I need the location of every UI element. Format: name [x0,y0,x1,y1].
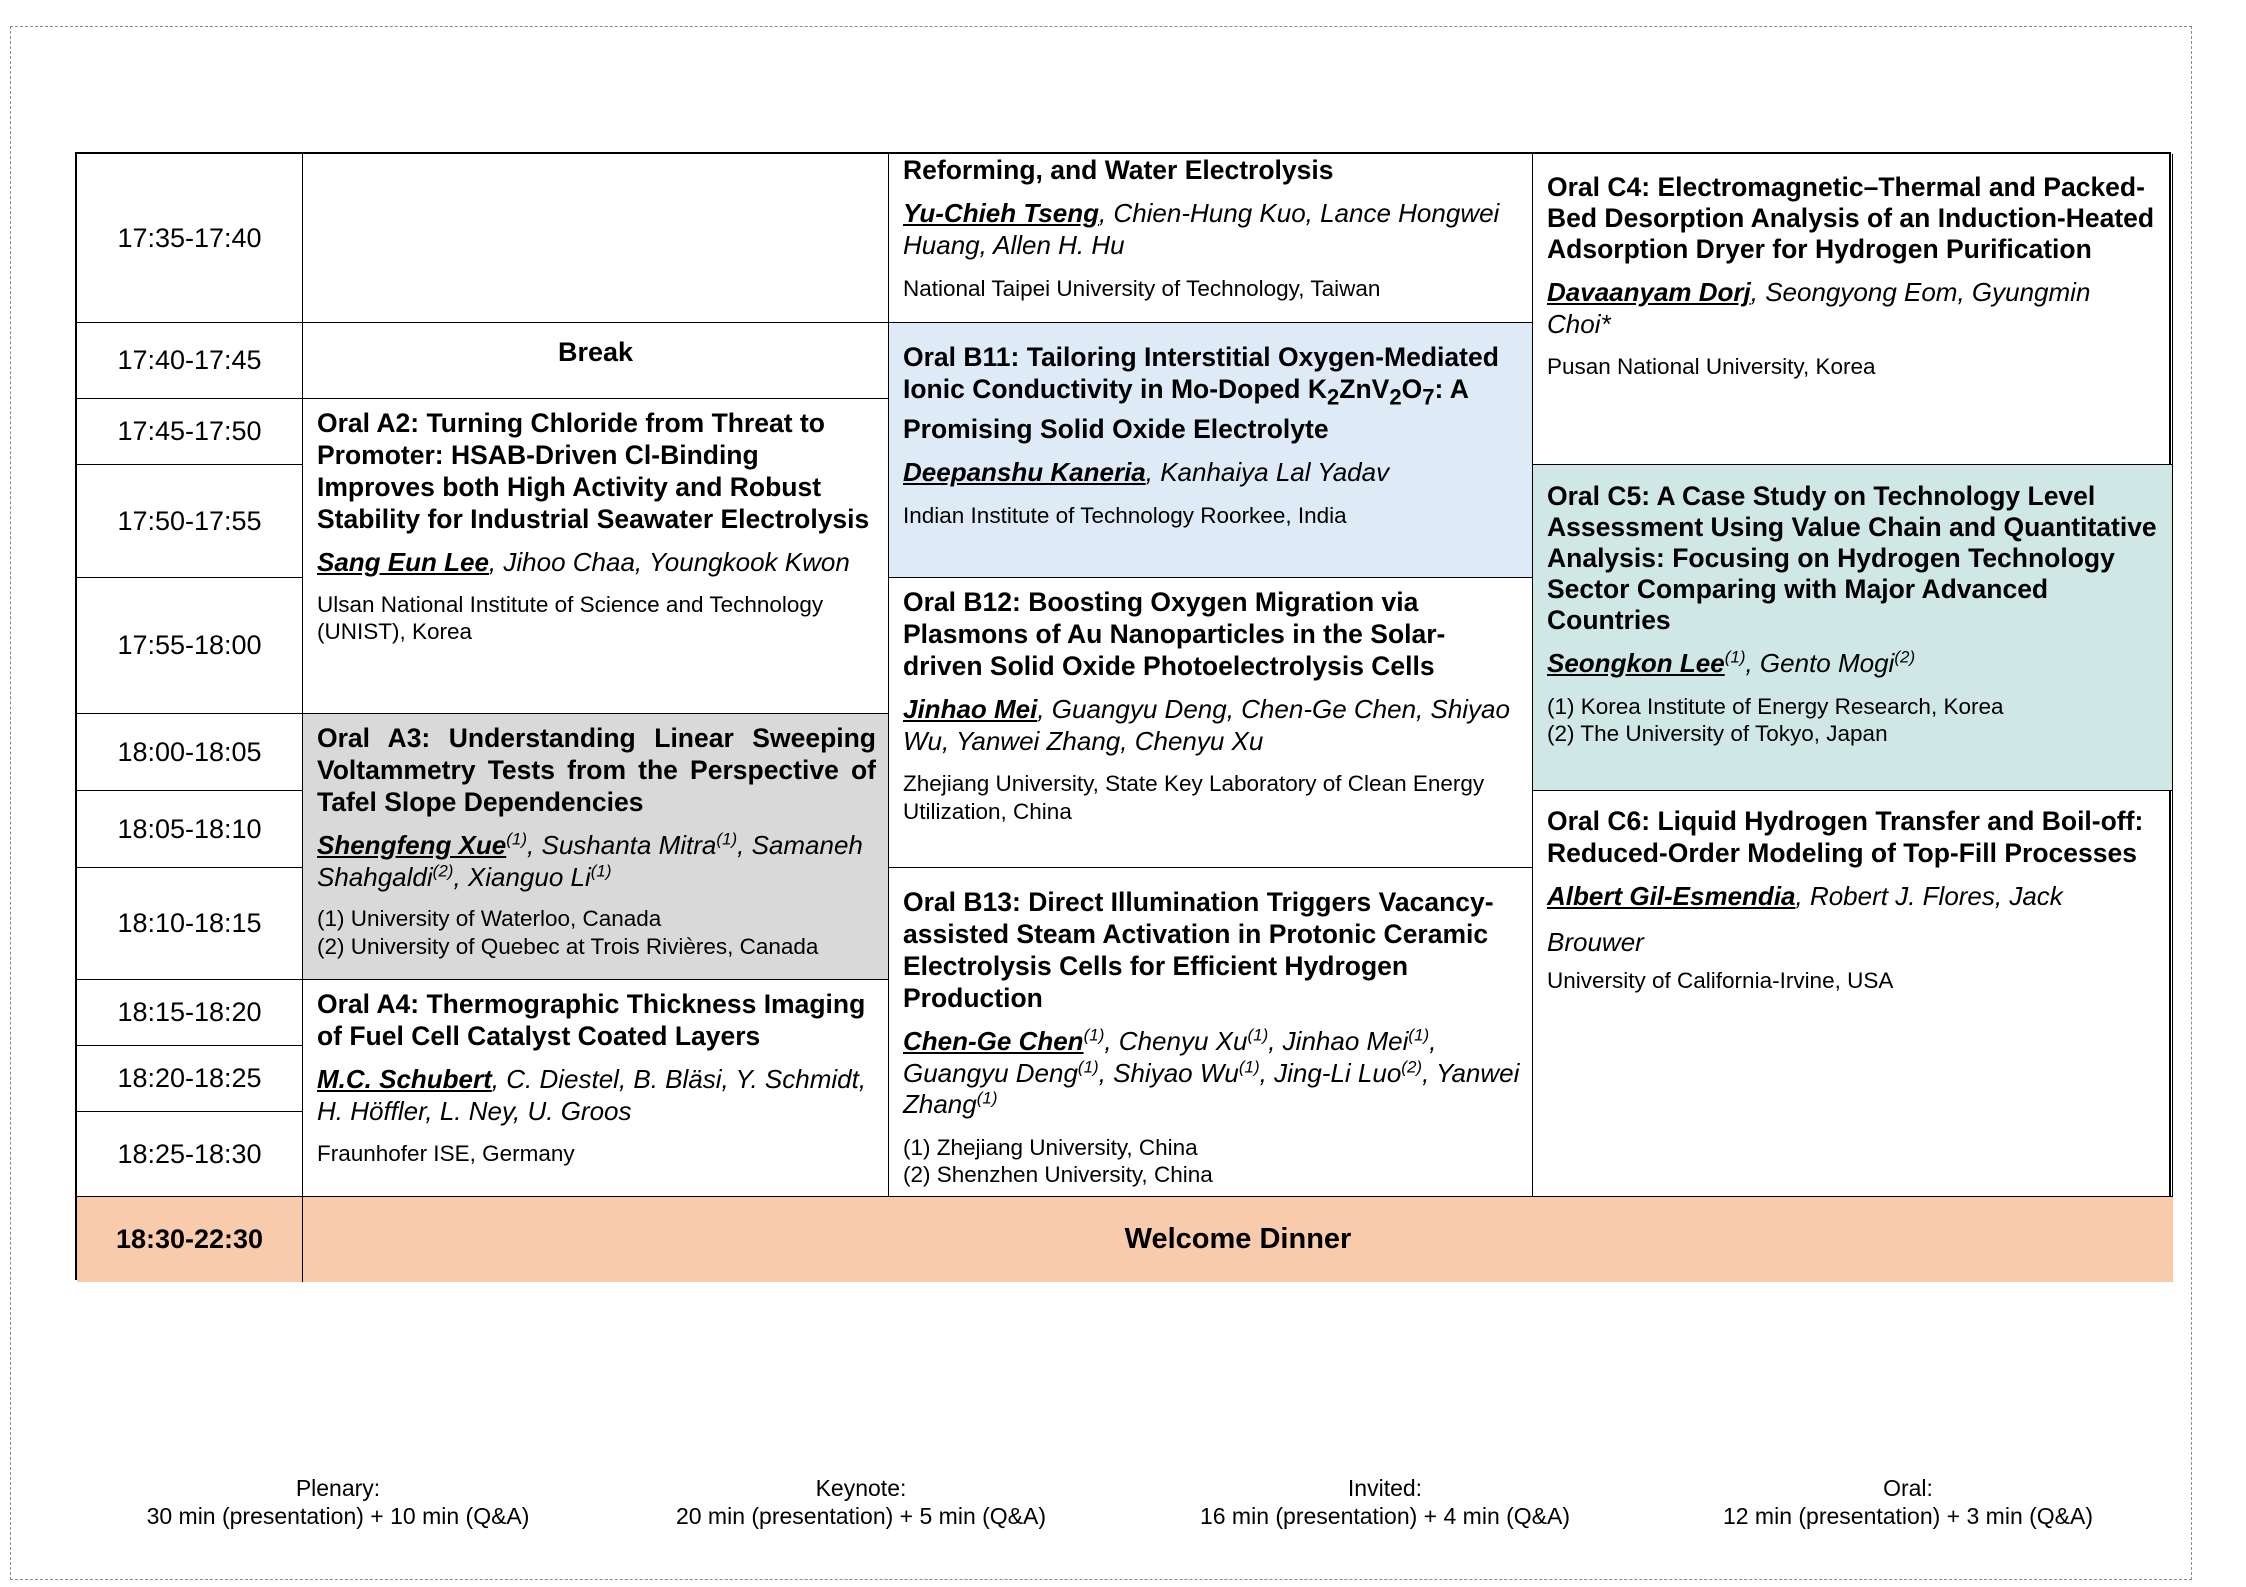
talk-authors [1547,277,2160,340]
affiliation-marker: (1) [976,1088,998,1108]
presenter-name: Shengfeng Xue [317,830,507,860]
co-authors: , Shiyao Wu [1098,1057,1239,1088]
talk-title: Oral C5: A Case Study on Technology Level Assessment Using Value Chain and Quantitative Analysis: Focusing on Hydrogen Technology Sector Comparing with Major Advanced Countries [1547,481,2157,635]
empty-cell [303,154,889,323]
affiliation-marker: (2) [1894,647,1916,667]
talk-title: Oral B12: Boosting Oxygen Migration via Plasmons of Au Nanoparticles in the Solar-driven Solid Oxide Photoelectrolysis Cells [903,587,1446,681]
talk-affiliation: Indian Institute of Technology Roorkee, India [903,502,1347,528]
dinner-time: 18:30-22:30 [77,1197,303,1282]
talk-oral-a3 [303,714,889,980]
co-authors: , Jing-Li Luo [1259,1057,1402,1088]
legend-type: Invited: [1347,1475,1423,1501]
affiliation-marker: (1) [590,860,612,880]
time-slot: 18:15-18:20 [77,980,303,1046]
presenter-name: Deepanshu Kaneria [903,457,1146,488]
legend-keynote [611,1474,1111,1530]
time-slot: 17:50-17:55 [77,465,303,578]
co-authors: , Xianguo Li [453,861,591,892]
schedule-table [75,152,2171,1280]
talk-affiliation: Fraunhofer ISE, Germany [317,1141,575,1166]
co-authors: , Jihoo Chaa, Youngkook Kwon [488,547,850,577]
talk-authors [1547,648,2160,680]
presenter-name: M.C. Schubert [317,1064,492,1094]
presenter-name: Sang Eun Lee [317,547,489,577]
talk-title [903,341,1520,445]
presenter-name: Albert Gil-Esmendia [1547,881,1796,911]
subscript: 2 [1389,384,1402,410]
affiliation-line: (2) The University of Tokyo, Japan [1547,721,1888,746]
talk-authors [317,1064,876,1127]
affiliation-line: (1) Zhejiang University, China [903,1134,1198,1160]
time-slot: 17:40-17:45 [77,323,303,399]
affiliation-marker: (1) [1083,1025,1105,1045]
talk-affiliation: Ulsan National Institute of Science and Technology (UNIST), Korea [317,591,824,644]
title-part: ZnV [1339,374,1390,404]
co-authors: , C. Diestel, B. Bläsi, Y. Schmidt, H. Höffler, L. Ney, U. Groos [317,1064,867,1126]
talk-affiliation [317,905,876,960]
talk-affiliation [903,1134,1520,1189]
talk-authors [903,694,1520,757]
affiliation-line: (2) University of Quebec at Trois Rivières, Canada [317,933,819,959]
talk-title: Oral A2: Turning Chloride from Threat to Promoter: HSAB-Driven Cl-Binding Improves both High Activity and Robust Stability for Industrial Seawater Electrolysis [317,408,870,534]
co-authors: , Chien-Hung Kuo, Lance Hongwei Huang, Allen H. Hu [903,198,1500,260]
time-slot: 17:35-17:40 [77,154,303,323]
presenter-name: Jinhao Mei [903,694,1038,724]
affiliation-marker: (1) [1238,1056,1260,1076]
affiliation-marker: (1) [1247,1025,1269,1045]
affiliation-line: (1) University of Waterloo, Canada [317,906,662,931]
presenter-name: Yu-Chieh Tseng [903,198,1099,228]
co-authors: , Robert J. Flores, Jack Brouwer [1547,881,2063,957]
talk-affiliation: Zhejiang University, State Key Laboratory of Clean Energy Utilization, China [903,771,1485,824]
talk-authors [317,830,876,893]
talk-authors [317,547,876,579]
affiliation-marker: (1) [1724,647,1746,667]
time-slot: 17:55-18:00 [77,578,303,714]
welcome-dinner: Welcome Dinner [303,1197,2173,1282]
time-slot: 18:10-18:15 [77,868,303,980]
title-part: O [1401,374,1423,404]
time-slot: 17:45-17:50 [77,399,303,465]
legend-detail: 20 min (presentation) + 5 min (Q&A) [675,1503,1047,1529]
co-authors: , Guangyu Deng [903,1026,1437,1088]
break-cell: Break [303,323,889,399]
talk-title: Oral B13: Direct Illumination Triggers Vacancy-assisted Steam Activation in Protonic Ceramic Electrolysis Cells for Efficient Hydrogen Production [903,887,1494,1013]
presenter-name: Seongkon Lee [1547,648,1725,678]
time-slot: 18:00-18:05 [77,714,303,791]
time-slot: 18:25-18:30 [77,1112,303,1197]
time-slot: 18:05-18:10 [77,791,303,868]
talk-title: Oral C4: Electromagnetic–Thermal and Packed-Bed Desorption Analysis of an Induction-Heated Adsorption Dryer for Hydrogen Purification [1547,172,2155,264]
time-slot: 18:20-18:25 [77,1046,303,1112]
legend-detail: 12 min (presentation) + 3 min (Q&A) [1722,1503,2094,1529]
co-authors: , Seongyong Eom, Gyungmin Choi* [1547,277,2091,339]
talk-title: Oral A3: Understanding Linear Sweeping Voltammetry Tests from the Perspective of Tafel Slope Dependencies [317,723,876,817]
legend-plenary [88,1474,588,1530]
co-authors: , Kanhaiya Lal Yadav [1145,457,1390,488]
talk-oral-a4 [303,980,889,1197]
talk-oral-b13 [889,868,1533,1197]
subscript: 7 [1422,384,1435,410]
talk-oral-b11 [889,323,1533,578]
talk-oral-b12 [889,578,1533,868]
legend-oral [1658,1474,2158,1530]
affiliation-marker: (2) [1401,1056,1423,1076]
talk-oral-b10-continued [889,154,1533,323]
talk-title: Reforming, and Water Electrolysis [903,155,1334,185]
affiliation-marker: (1) [1408,1025,1430,1045]
legend-detail: 16 min (presentation) + 4 min (Q&A) [1199,1503,1571,1529]
talk-oral-a2 [303,399,889,714]
talk-oral-c4 [1533,154,2173,465]
affiliation-marker: (1) [716,829,738,849]
legend-type: Plenary: [295,1475,381,1501]
legend-invited [1135,1474,1635,1530]
co-authors: , Guangyu Deng, Chen-Ge Chen, Shiyao Wu, Yanwei Zhang, Chenyu Xu [903,694,1510,756]
talk-authors [903,198,1520,261]
affiliation-line: (1) Korea Institute of Energy Research, Korea [1547,693,2004,719]
co-authors: , Gento Mogi [1745,648,1895,678]
talk-title: Oral C6: Liquid Hydrogen Transfer and Boil-off: Reduced-Order Modeling of Top-Fill Processes [1547,806,2144,868]
talk-oral-c6 [1533,791,2173,1197]
talk-affiliation: Pusan National University, Korea [1547,354,1876,379]
title-part: : A Promising Solid Oxide Electrolyte [903,374,1468,445]
talk-affiliation: National Taipei University of Technology, Taiwan [903,276,1381,301]
affiliation-line: (2) Shenzhen University, China [903,1162,1213,1187]
talk-authors [1547,873,2160,965]
talk-affiliation [1547,693,2160,748]
talk-title: Oral A4: Thermographic Thickness Imaging of Fuel Cell Catalyst Coated Layers [317,989,866,1051]
talk-affiliation: University of California-Irvine, USA [1547,968,1894,993]
talk-authors [903,1026,1520,1121]
title-part: Oral B11: Tailoring Interstitial Oxygen-Mediated Ionic Conductivity in Mo-Doped K [903,342,1499,404]
subscript: 2 [1326,384,1340,410]
affiliation-marker: (1) [506,829,528,849]
co-authors: , Sushanta Mitra [527,830,717,860]
co-authors: , Samaneh Shahgaldi [317,830,863,892]
affiliation-marker: (1) [1077,1056,1099,1076]
presenter-name: Chen-Ge Chen [903,1026,1084,1056]
talk-authors [903,457,1520,489]
talk-oral-c5 [1533,465,2173,791]
legend-detail: 30 min (presentation) + 10 min (Q&A) [146,1503,530,1529]
co-authors: , Jinhao Mei [1268,1026,1409,1056]
co-authors: , Yanwei Zhang [903,1057,1520,1119]
co-authors: , Chenyu Xu [1104,1026,1248,1056]
affiliation-marker: (2) [432,860,454,880]
presenter-name: Davaanyam Dorj [1547,277,1751,307]
legend-type: Oral: [1883,1475,1933,1501]
legend-type: Keynote: [815,1475,907,1501]
